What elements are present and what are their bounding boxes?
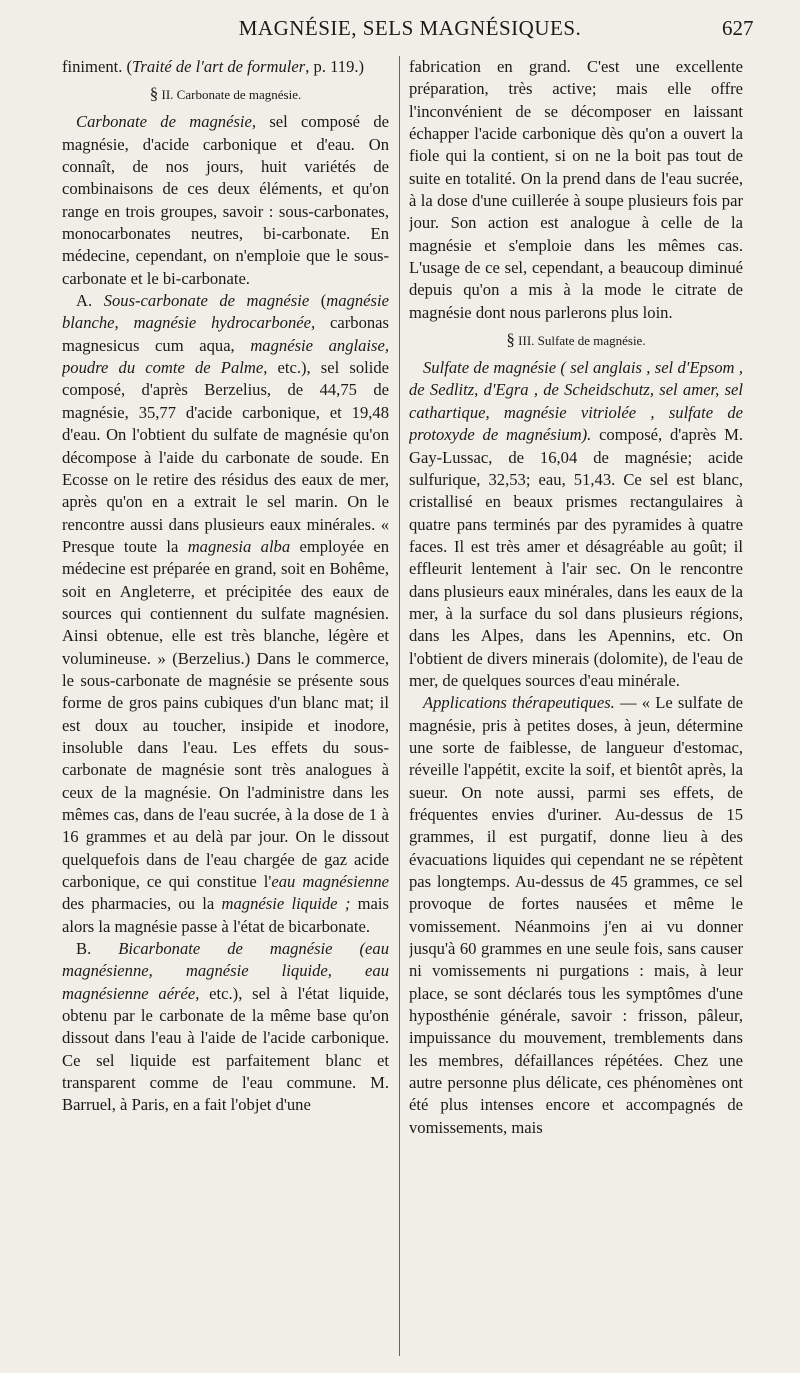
paragraph-sous-carbonate [62, 290, 389, 938]
paragraph-continuation [62, 56, 389, 78]
running-title: MAGNÉSIE, SELS MAGNÉSIQUES. [238, 16, 582, 40]
paragraph-carbonate [62, 111, 389, 290]
text: B. [76, 939, 119, 959]
paragraph-continuation: fabrication en grand. C'est une excellente préparation, très active; mais elle offre l'inconvénient de se décomposer en laissant échapper l'acide carbonique dès qu'on a ouvert la fiole qui la contient, si on ne la boit pas tout de suite en totalité. On la prend dans de l'eau sucrée, à la dose d'une cuillerée à soupe plusieurs fois par jour. Son action est analogue à celle de la magnésie et s'emploie dans les mêmes cas. L'usage de ce sel, cependant, a beaucoup diminué depuis qu'on a mis à la mode le citrate de magnésie dont nous parlerons plus loin. [409, 57, 743, 322]
text: A. [76, 291, 104, 311]
text: sel composé de magnésie, d'acide carbonique et d'eau. On connaît, de nos jours, huit variétés de combinaisons de ces deux éléments, et qu'on range en trois groupes, savoir : sous-carbonates, monocarbonates neutres, bi-carbonate. En médecine, cependant, on n'emploie que le sous-carbonate et le bi-carbonate. [62, 112, 389, 288]
left-column [62, 56, 389, 1366]
term: Applications thérapeutiques. [423, 693, 615, 713]
paragraph-bicarbonate [62, 938, 389, 1117]
text: employée en médecine est préparée en grand, soit en Bohême, soit en Angleterre, et précipitée des eaux de sources qui contiennent du sulfate magnésien. Ainsi obtenue, elle est très blanche, légère et volumineuse. » (Berzelius.) Dans le commerce, le sous-carbonate de magnésie se présente sous forme de gros pains cubiques d'un blanc mat; il est doux au toucher, insipide et inodore, insoluble dans l'eau. Les effets du sous-carbonate de magnésie sont très analogues à ceux de la magnésie. On l'administre dans les mêmes cas, dans de l'eau sucrée, à la dose de 1 à 16 grammes et au delà par jour. On le dissout quelquefois dans de l'eau chargée de gaz acide carbonique, ce qui constitue l' [62, 536, 389, 892]
section-mark: § [506, 330, 515, 350]
text: carbonas magnesicus cum aqua, [62, 313, 389, 355]
text: , p. 119.) [305, 57, 365, 76]
text: etc.), sel solide composé, d'après Berzelius, de 44,75 de magnésie, 35,77 d'acide carbonique, et 19,48 d'eau. On l'obtient du sulfate de magnésie qu'on décompose à l'aide du carbonate de soude. En Ecosse on le retire des résidus des eaux de mer, après qu'on en a extrait le sel marin. On le rencontre aussi dans plusieurs eaux minérales. « Presque toute la [62, 358, 389, 556]
page-number: 627 [722, 16, 754, 40]
term: magnésie anglaise, poudre du comte de Palme, [62, 335, 389, 378]
text: etc.), sel à l'état liquide, obtenu par le carbonate de la même base qu'on dissout dans l'eau à l'aide de l'acide carbonique. Ce sel liquide est parfaitement blanc et transparent comme de l'eau commune. M. Barruel, à Paris, en a fait l'objet d'une [62, 983, 389, 1115]
term: eau magnésienne [271, 872, 389, 892]
section-mark: § [149, 84, 159, 104]
term: magnésie liquide ; [221, 894, 351, 914]
text: finiment. ( [62, 57, 133, 76]
term: Carbonate de magnésie, [76, 112, 257, 132]
term: Sous-carbonate de magnésie [103, 291, 310, 311]
reference-title: Traité de l'art de formuler [132, 57, 306, 76]
text: ( [309, 291, 327, 311]
text: mais alors la magnésie passe à l'état de bicarbonate. [62, 894, 389, 936]
text: des pharmacies, ou la [62, 894, 222, 914]
column-divider [399, 56, 400, 1356]
section-heading-carbonate [62, 83, 389, 106]
paragraph-sulfate [409, 357, 743, 692]
term: Bicarbonate de magnésie (eau magnésienne, magnésie liquide, eau magnésienne aérée, [62, 939, 389, 1003]
term: Sulfate de magnésie ( sel anglais , sel d'Epsom , de Sedlitz, d'Egra , de Scheidschutz, sel amer, sel cathartique, magnésie vitriolée , sulfate de protoxyde de magnésium). [409, 358, 743, 445]
right-column [409, 56, 743, 1366]
section-label: III. Sulfate de magnésie. [518, 333, 646, 349]
paragraph-applications [409, 692, 743, 1139]
section-label: II. Carbonate de magnésie. [161, 87, 302, 103]
term: magnesia alba [187, 536, 291, 556]
text: composé, d'après M. Gay-Lussac, de 16,04 de magnésie; acide sulfurique, 32,53; eau, 51,43. Ce sel est blanc, cristallisé en beaux prismes rectangulaires à quatre pans terminés par des pyramides à quatre faces. Il est très amer et désagréable au goût; il effleurit lentement à l'air sec. On le rencontre dans plusieurs eaux minérales, dans les eaux de la mer, à la surface du sol dans plusieurs régions, dans les Alpes, dans les Apennins, etc. On l'obtient de divers minerais (dolomite), de l'eau de mer, de quelques sources d'eau minérale. [409, 425, 743, 690]
section-heading-sulfate [409, 329, 743, 352]
text: — « Le sulfate de magnésie, pris à petites doses, à jeun, détermine une sorte de faiblesse, de langueur d'estomac, réveille l'appétit, excite la soif, et bientôt après, la sueur. On note aussi, parmi ses effets, de fréquentes envies d'uriner. Au-dessus de 15 grammes, il est purgatif, donne lieu à des évacuations liquides qui cependant ne se répètent pas longtemps. Au-dessus de 45 grammes, ce sel provoque de fortes nausées et même le vomissement. Néanmoins j'en ai vu donner jusqu'à 60 grammes en une seule fois, sans causer ni vomissements ni purgations : mais, à leur place, se sont déclarés tous les symptômes d'une hyposthénie générale, savoir : frisson, pâleur, impuissance du mouvement, tremblements dans les membres, défaillances répétées. Chez une autre personne plus délicate, ces phénomènes ont été plus intenses encore et accompagnés de vomissements, mais [409, 693, 743, 1137]
term: magnésie blanche, magnésie hydrocarbonée, [62, 291, 389, 333]
page-header [0, 14, 800, 44]
